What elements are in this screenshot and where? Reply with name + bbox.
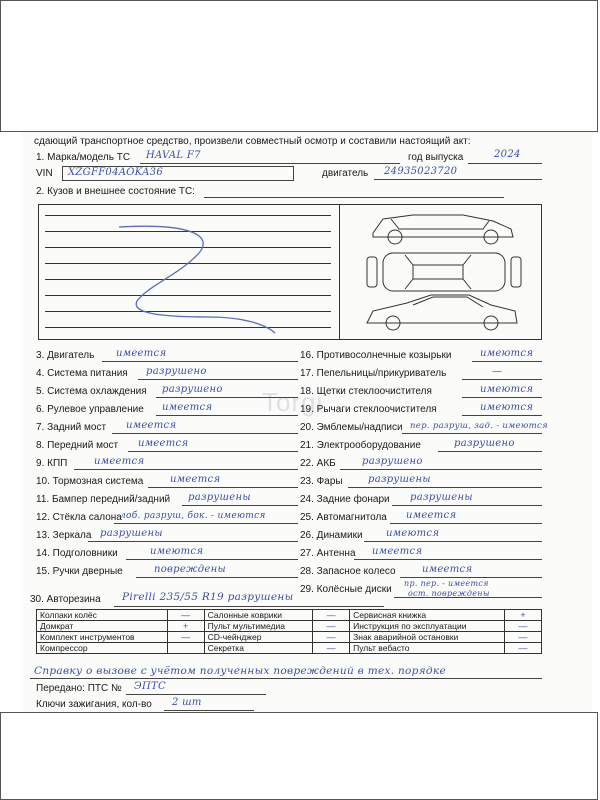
item-value: —	[492, 366, 503, 377]
item-label: 21. Электрооборудование	[300, 440, 421, 451]
car-diagram-icon	[343, 207, 539, 337]
item-value: имеется	[422, 564, 473, 575]
table-row	[37, 643, 542, 654]
item-label: 12. Стёкла салона	[36, 512, 122, 523]
item-value: лоб. разруш, бок. - имеются	[120, 511, 266, 521]
keys-underline	[164, 710, 254, 711]
item-label: 20. Эмблемы/надписи	[300, 422, 403, 433]
make-label: 1. Марка/модель ТС	[36, 152, 131, 163]
item-underline	[462, 397, 542, 398]
equipment-mark: —	[505, 632, 542, 643]
item-underline	[156, 415, 298, 416]
equipment-mark: —	[313, 610, 350, 621]
equipment-label: Пульт вебасто	[350, 643, 505, 654]
table-row	[37, 610, 542, 621]
item-label: 29. Колёсные диски	[300, 584, 392, 595]
item-label: 3. Двигатель	[36, 350, 95, 361]
item-label: 18. Щетки стеклоочистителя	[300, 386, 432, 397]
item-label: 28. Запасное колесо	[300, 566, 396, 577]
equipment-mark: +	[505, 610, 542, 621]
equipment-label: Колпаки колёс	[37, 610, 168, 621]
item-underline	[348, 487, 542, 488]
item-label: 16. Противосолнечные козырьки	[300, 350, 452, 361]
item-value: имеются	[150, 546, 204, 557]
item-underline	[340, 469, 542, 470]
watermark: Torgi	[262, 387, 324, 417]
body-underline	[204, 197, 504, 198]
keys-value: 2 шт	[172, 697, 202, 708]
item-value: имеется	[170, 474, 221, 485]
vin-value: XZGFF04AOKA36	[68, 167, 163, 178]
item-value: имеется	[138, 438, 189, 449]
item-value: разрушены	[100, 528, 163, 539]
item-underline	[472, 361, 542, 362]
item-label: 13. Зеркала	[36, 530, 92, 541]
scribble-mark	[39, 205, 339, 339]
item-value: имеется	[162, 402, 213, 413]
engine-value: 24935023720	[384, 166, 458, 177]
equipment-mark: —	[313, 632, 350, 643]
body-box-divider	[339, 205, 340, 339]
remarks-text: Справку о вызове с учётом полученных повреждений в тех. порядке	[34, 665, 446, 677]
item-underline	[354, 559, 542, 560]
equipment-mark: —	[505, 643, 542, 654]
engine-label: двигатель	[322, 168, 369, 179]
make-value: HAVAL F7	[146, 150, 201, 161]
item-underline	[394, 597, 542, 598]
table-row	[37, 621, 542, 632]
blank-bottom-area	[0, 712, 598, 800]
item-value: разрушены	[188, 492, 251, 503]
remarks-underline	[30, 678, 542, 679]
equipment-label: Пульт мультимедиа	[204, 621, 312, 632]
equipment-mark: —	[167, 610, 204, 621]
item-label: 11. Бампер передний/задний	[36, 494, 171, 505]
year-underline	[468, 163, 542, 164]
item-underline	[182, 505, 298, 506]
item-label: 6. Рулевое управление	[36, 404, 144, 415]
item-label: 14. Подголовники	[36, 548, 118, 559]
item-value: разрушено	[146, 366, 207, 377]
equipment-label: Знак аварийной остановки	[350, 632, 505, 643]
item-value: разрушены	[410, 492, 473, 503]
blank-top-area	[0, 0, 598, 132]
equipment-label: Сервисная книжка	[350, 610, 505, 621]
header-text: сдающий транспортное средство, произвели совместный осмотр и составили настоящий акт:	[34, 136, 471, 147]
item-value: повреждены	[154, 564, 226, 575]
item-value: пер. разруш, зад. - имеются	[410, 421, 548, 431]
item-underline	[136, 577, 298, 578]
item-value: разрушено	[362, 456, 423, 467]
body-condition-box	[38, 204, 542, 340]
item-value: имеется	[372, 546, 423, 557]
item-label: 8. Передний мост	[36, 440, 119, 451]
item-underline	[402, 433, 542, 434]
tires-label: 30. Авторезина	[30, 594, 101, 605]
keys-label: Ключи зажигания, кол-во	[36, 699, 152, 710]
item-value: разрушено	[454, 438, 515, 449]
equipment-label: Инструкция по эксплуатации	[350, 621, 505, 632]
equipment-label: CD-чейнджер	[204, 632, 312, 643]
pts-value: ЭПТС	[134, 681, 166, 692]
item-label: 19. Рычаги стеклоочистителя	[300, 404, 437, 415]
equipment-label: Компрессор	[37, 643, 168, 654]
item-underline	[392, 505, 542, 506]
item-value-line2: ост. повреждены	[408, 589, 490, 598]
item-label: 25. Автомагнитола	[300, 512, 387, 523]
equipment-label: Домкрат	[37, 621, 168, 632]
tires-underline	[114, 606, 384, 607]
item-underline	[114, 523, 298, 524]
equipment-table	[36, 609, 542, 654]
item-underline	[102, 361, 298, 362]
equipment-mark: —	[313, 643, 350, 654]
item-label: 17. Пепельницы/прикуриватель	[300, 368, 447, 379]
equipment-label: Комплект инструментов	[37, 632, 168, 643]
item-underline	[88, 541, 298, 542]
item-underline	[112, 433, 298, 434]
item-label: 4. Система питания	[36, 368, 128, 379]
pts-underline	[126, 694, 266, 695]
item-label: 7. Задний мост	[36, 422, 107, 433]
item-value: разрушены	[368, 474, 431, 485]
item-underline	[438, 451, 542, 452]
equipment-mark: —	[167, 632, 204, 643]
item-underline	[74, 469, 298, 470]
item-label: 22. АКБ	[300, 458, 336, 469]
item-label: 5. Система охлаждения	[36, 386, 147, 397]
item-underline	[462, 415, 542, 416]
equipment-mark: —	[313, 621, 350, 632]
item-underline	[138, 379, 298, 380]
equipment-mark: +	[167, 621, 204, 632]
equipment-label: Секретка	[204, 643, 312, 654]
item-value: разрушено	[162, 384, 223, 395]
item-value: имеются	[480, 384, 534, 395]
item-label: 15. Ручки дверные	[36, 566, 123, 577]
item-underline	[148, 487, 298, 488]
year-label: год выпуска	[408, 152, 464, 163]
item-underline	[462, 379, 542, 380]
item-value: имеются	[386, 528, 440, 539]
table-row	[37, 632, 542, 643]
vin-label: VIN	[36, 168, 53, 179]
equipment-label: Салонные коврики	[204, 610, 312, 621]
item-underline	[364, 541, 542, 542]
body-label: 2. Кузов и внешнее состояние ТС:	[36, 186, 195, 197]
item-underline	[126, 559, 298, 560]
item-label: 23. Фары	[300, 476, 343, 487]
item-value: имеются	[480, 402, 534, 413]
equipment-mark: —	[505, 621, 542, 632]
year-value: 2024	[494, 149, 521, 160]
item-label: 26. Динамики	[300, 530, 363, 541]
item-value: имеется	[126, 420, 177, 431]
inspection-act-sheet	[22, 132, 592, 712]
pts-label: Передано: ПТС №	[36, 683, 122, 694]
item-value-line1: пр. пер. - имеется	[404, 579, 489, 588]
item-value: имеется	[94, 456, 145, 467]
equipment-mark	[167, 643, 204, 654]
item-underline	[128, 451, 298, 452]
item-label: 24. Задние фонари	[300, 494, 390, 505]
item-value: имеется	[406, 510, 457, 521]
item-value: имеются	[480, 348, 534, 359]
item-label: 27. Антенна	[300, 548, 356, 559]
tires-value: Pirelli 235/55 R19 разрушены	[122, 591, 294, 603]
item-value: имеется	[116, 348, 167, 359]
make-underline	[140, 163, 400, 164]
item-label: 10. Тормозная система	[36, 476, 144, 487]
item-underline	[156, 397, 298, 398]
item-label: 9. КПП	[36, 458, 68, 469]
engine-underline	[374, 179, 542, 180]
item-underline	[390, 523, 542, 524]
